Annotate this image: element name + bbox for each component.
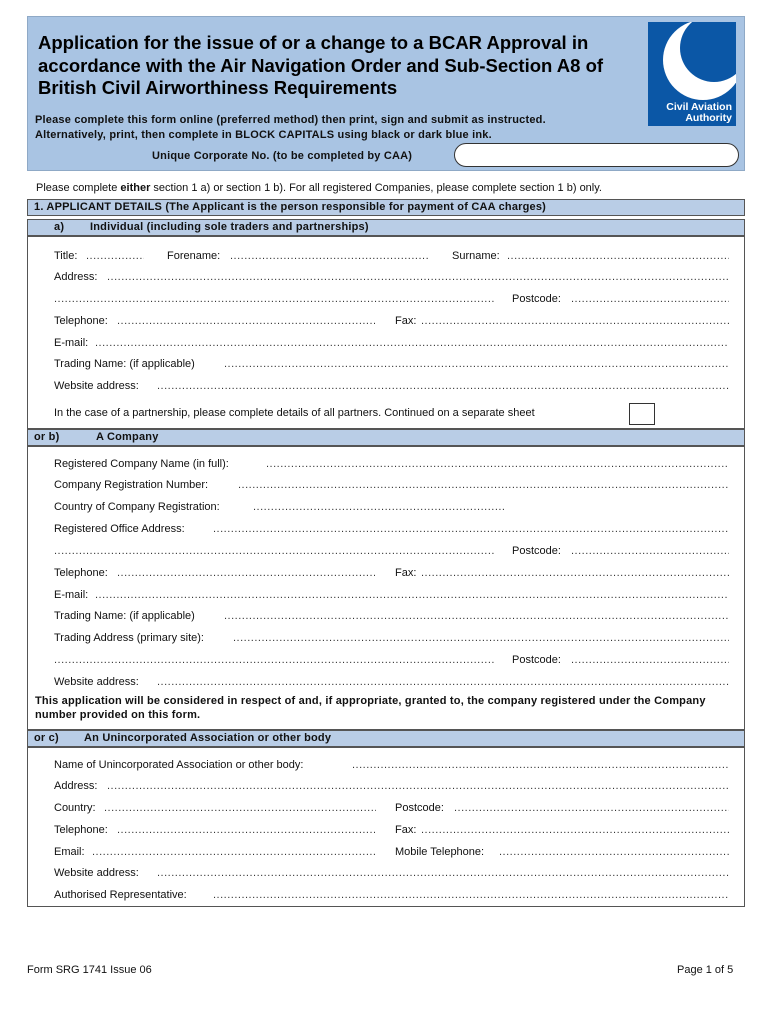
caa-logo — [648, 22, 736, 126]
email-field[interactable] — [95, 337, 729, 350]
c-website-field[interactable] — [157, 867, 729, 880]
form-title: Application for the issue of or a change to a BCAR Approval in accordance with the Air Navigation Order and Sub-Section A8 of British Civil Airworthiness Requirements — [38, 32, 604, 98]
b-fax-label: Fax: — [395, 567, 417, 579]
address-label: Address: — [54, 271, 98, 283]
reg-number-field[interactable] — [238, 479, 729, 492]
c-email-label: Email: — [54, 846, 85, 858]
c-name-label: Name of Unincorporated Association or other body: — [54, 759, 304, 771]
surname-field[interactable] — [507, 250, 729, 263]
company-note: This application will be considered in respect of and, if appropriate, granted to, the company registered under the Company number provided on this form. — [35, 695, 706, 721]
postcode-field[interactable] — [571, 293, 729, 306]
section1a-header: a) Individual (including sole traders and partnerships) — [27, 219, 745, 236]
b-trading-name-label: Trading Name: (if applicable) — [54, 610, 195, 622]
form-header-band — [27, 16, 745, 171]
instructions: Please complete this form online (preferred method) then print, sign and submit as instructed. Alternatively, print, then complete in BLOCK CAPITALS using black or dark blue ink. — [35, 114, 546, 141]
c-postcode-label: Postcode: — [395, 802, 444, 814]
trading-address-label: Trading Address (primary site): — [54, 632, 204, 644]
b-email-field[interactable] — [95, 589, 729, 602]
office-address-field-2[interactable] — [54, 545, 494, 558]
c-address-field[interactable] — [107, 780, 729, 793]
title-label: Title: — [54, 250, 78, 262]
trading-address-field-2[interactable] — [54, 654, 494, 667]
reg-name-label: Registered Company Name (in full): — [54, 458, 229, 470]
b-postcode2-field[interactable] — [571, 654, 729, 667]
trading-address-field-1[interactable] — [233, 632, 729, 645]
postcode-label: Postcode: — [512, 293, 561, 305]
b-website-label: Website address: — [54, 676, 139, 688]
website-label: Website address: — [54, 380, 139, 392]
surname-label: Surname: — [452, 250, 500, 262]
b-postcode-field[interactable] — [571, 545, 729, 558]
office-address-field-1[interactable] — [213, 523, 729, 536]
logo-text: Civil Aviation Authority — [666, 101, 732, 124]
b-fax-field[interactable] — [421, 567, 729, 580]
c-country-field[interactable] — [104, 802, 376, 815]
b-telephone-label: Telephone: — [54, 567, 108, 579]
c-website-label: Website address: — [54, 867, 139, 879]
b-postcode-label: Postcode: — [512, 545, 561, 557]
forename-label: Forename: — [167, 250, 221, 262]
section1b-header: or b) A Company — [27, 429, 745, 446]
fax-label: Fax: — [395, 315, 417, 327]
intro-text: Please complete either section 1 a) or section 1 b). For all registered Companies, please complete section 1 b) only. — [36, 182, 602, 194]
c-name-field[interactable] — [352, 759, 729, 772]
b-postcode2-label: Postcode: — [512, 654, 561, 666]
address-field-1[interactable] — [107, 271, 729, 284]
country-reg-label: Country of Company Registration: — [54, 501, 220, 513]
c-telephone-label: Telephone: — [54, 824, 108, 836]
partnership-checkbox[interactable] — [629, 403, 655, 425]
b-telephone-field[interactable] — [117, 567, 375, 580]
c-mobile-field[interactable] — [499, 846, 729, 859]
title-field[interactable] — [86, 250, 144, 263]
section1c-header: or c) An Unincorporated Association or other body — [27, 730, 745, 747]
form-id: Form SRG 1741 Issue 06 — [27, 964, 152, 976]
country-reg-field[interactable] — [253, 501, 505, 514]
fax-field[interactable] — [421, 315, 729, 328]
c-fax-label: Fax: — [395, 824, 417, 836]
reg-number-label: Company Registration Number: — [54, 479, 209, 491]
page-number: Page 1 of 5 — [677, 964, 734, 976]
trading-name-field[interactable] — [224, 358, 729, 371]
section1a-box — [27, 236, 745, 429]
website-field[interactable] — [157, 380, 729, 393]
c-postcode-field[interactable] — [454, 802, 729, 815]
forename-field[interactable] — [230, 250, 430, 263]
section1-header: 1. APPLICANT DETAILS (The Applicant is the person responsible for payment of CAA charges) — [27, 199, 745, 216]
telephone-field[interactable] — [117, 315, 375, 328]
b-website-field[interactable] — [157, 676, 729, 689]
address-field-2[interactable] — [54, 293, 494, 306]
b-email-label: E-mail: — [54, 589, 89, 601]
c-telephone-field[interactable] — [117, 824, 375, 837]
c-address-label: Address: — [54, 780, 98, 792]
c-country-label: Country: — [54, 802, 96, 814]
email-label: E-mail: — [54, 337, 89, 349]
c-representative-label: Authorised Representative: — [54, 889, 187, 901]
ucn-label: Unique Corporate No. (to be completed by CAA) — [152, 150, 413, 162]
telephone-label: Telephone: — [54, 315, 108, 327]
ucn-input[interactable] — [454, 143, 739, 167]
trading-name-label: Trading Name: (if applicable) — [54, 358, 195, 370]
c-mobile-label: Mobile Telephone: — [395, 846, 485, 858]
c-representative-field[interactable] — [213, 889, 729, 902]
c-email-field[interactable] — [92, 846, 376, 859]
reg-name-field[interactable] — [266, 458, 729, 471]
c-fax-field[interactable] — [421, 824, 729, 837]
partnership-text: In the case of a partnership, please complete details of all partners. Continued on a separate sheet — [54, 407, 535, 419]
b-trading-name-field[interactable] — [224, 610, 729, 623]
office-address-label: Registered Office Address: — [54, 523, 185, 535]
